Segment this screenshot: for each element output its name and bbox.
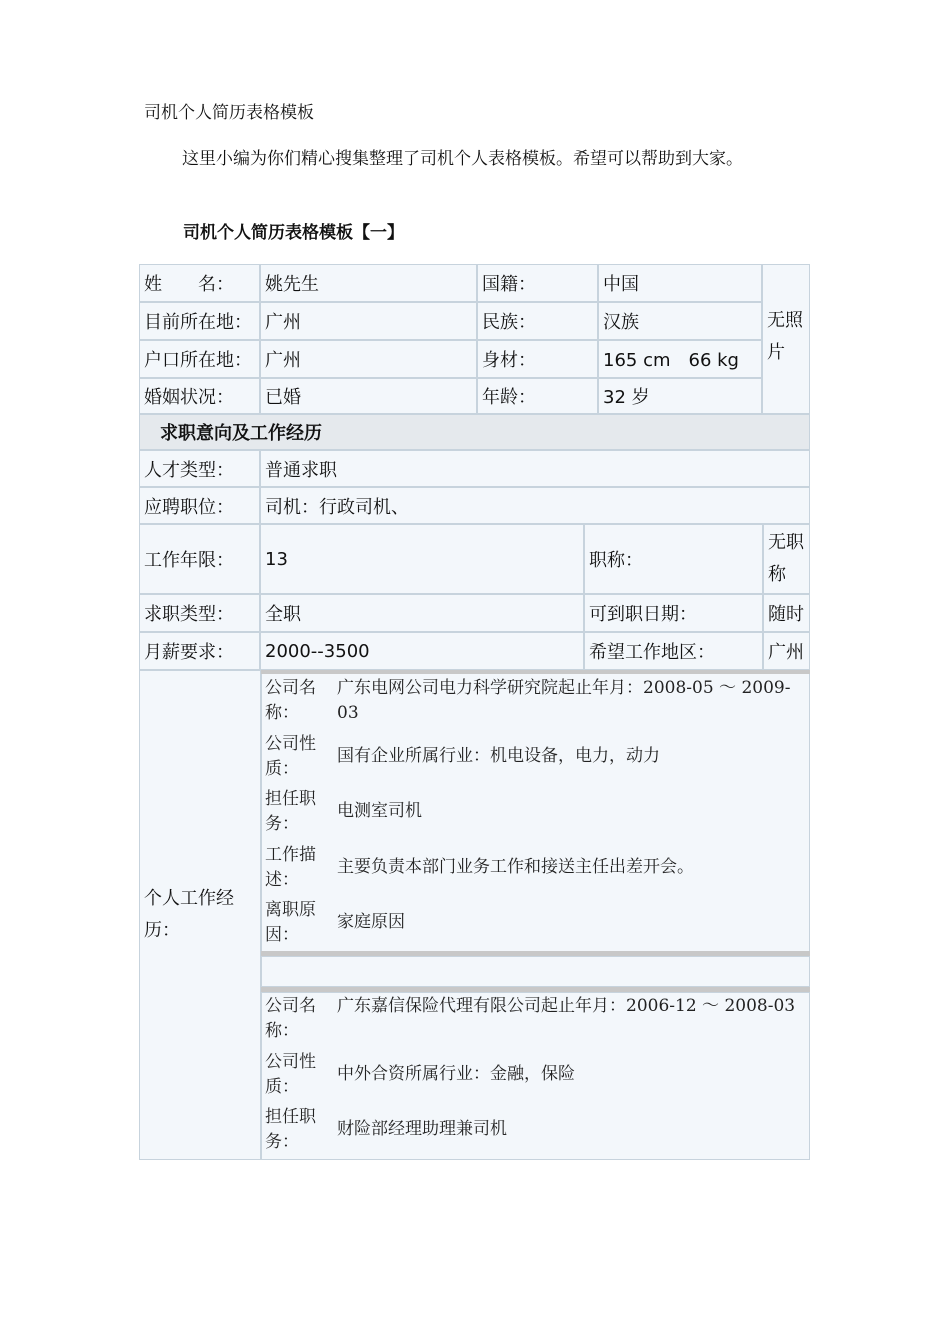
document-title: 司机个人简历表格模板 — [144, 103, 314, 123]
nature-value: 国有企业所属行业：机电设备，电力，动力 — [337, 746, 660, 766]
job-type-label: 求职类型： — [139, 594, 260, 632]
available-value: 随时 — [763, 594, 810, 632]
company-label: 公司名称： — [265, 678, 316, 723]
description-value: 主要负责本部门业务工作和接送主任出差开会。 — [337, 857, 694, 877]
hukou-label: 户口所在地： — [139, 340, 260, 378]
nationality-label: 国籍： — [477, 264, 598, 302]
description-label: 工作描述： — [265, 845, 316, 890]
marital-value: 已婚 — [260, 378, 477, 414]
nature-value: 中外合资所属行业：金融，保险 — [337, 1064, 575, 1084]
ethnicity-value: 汉族 — [598, 302, 762, 340]
title-label: 职称： — [584, 524, 763, 594]
duty-label: 担任职务： — [265, 789, 316, 834]
marital-label: 婚姻状况： — [139, 378, 260, 414]
empty-row — [261, 956, 810, 987]
years-label: 工作年限： — [139, 524, 260, 594]
job-intent-heading: 求职意向及工作经历 — [139, 414, 810, 450]
experience-label: 个人工作经历： — [139, 670, 261, 1160]
ethnicity-label: 民族： — [477, 302, 598, 340]
years-value: 13 — [260, 524, 584, 594]
company-value: 广东嘉信保险代理有限公司起止年月：2006-12 ～ 2008-03 — [337, 996, 796, 1016]
position-value: 司机：行政司机、 — [260, 487, 810, 524]
company-label: 公司名称： — [265, 996, 316, 1041]
nature-label: 公司性质： — [265, 1052, 316, 1097]
company-value: 广东电网公司电力科学研究院起止年月：2008-05 ～ 2009-03 — [337, 678, 791, 723]
duty-value: 财险部经理助理兼司机 — [337, 1119, 507, 1139]
nature-label: 公司性质： — [265, 734, 316, 779]
intro-paragraph: 这里小编为你们精心搜集整理了司机个人表格模板。希望可以帮助到大家。 — [182, 149, 743, 169]
talent-type-label: 人才类型： — [139, 450, 260, 487]
name-label: 姓 名： — [139, 264, 260, 302]
location-label: 目前所在地： — [139, 302, 260, 340]
body-label: 身材： — [477, 340, 598, 378]
salary-label: 月薪要求： — [139, 632, 260, 670]
talent-type-value: 普通求职 — [260, 450, 810, 487]
photo-placeholder: 无照片 — [762, 264, 810, 414]
age-label: 年龄： — [477, 378, 598, 414]
position-label: 应聘职位： — [139, 487, 260, 524]
entry-divider — [261, 670, 810, 674]
duty-label: 担任职务： — [265, 1107, 316, 1152]
nationality-value: 中国 — [598, 264, 762, 302]
body-value: 165 cm 66 kg — [598, 340, 762, 378]
age-value: 32 岁 — [598, 378, 762, 414]
leave-reason-value: 家庭原因 — [337, 912, 405, 932]
available-label: 可到职日期： — [584, 594, 763, 632]
hukou-value: 广州 — [260, 340, 477, 378]
area-label: 希望工作地区： — [584, 632, 763, 670]
salary-value: 2000--3500 — [260, 632, 584, 670]
location-value: 广州 — [260, 302, 477, 340]
title-value: 无职称 — [763, 524, 810, 594]
duty-value: 电测室司机 — [337, 801, 422, 821]
job-type-value: 全职 — [260, 594, 584, 632]
name-value: 姚先生 — [260, 264, 477, 302]
area-value: 广州 — [763, 632, 810, 670]
section-title: 司机个人简历表格模板【一】 — [183, 223, 404, 243]
leave-reason-label: 离职原因： — [265, 900, 316, 945]
